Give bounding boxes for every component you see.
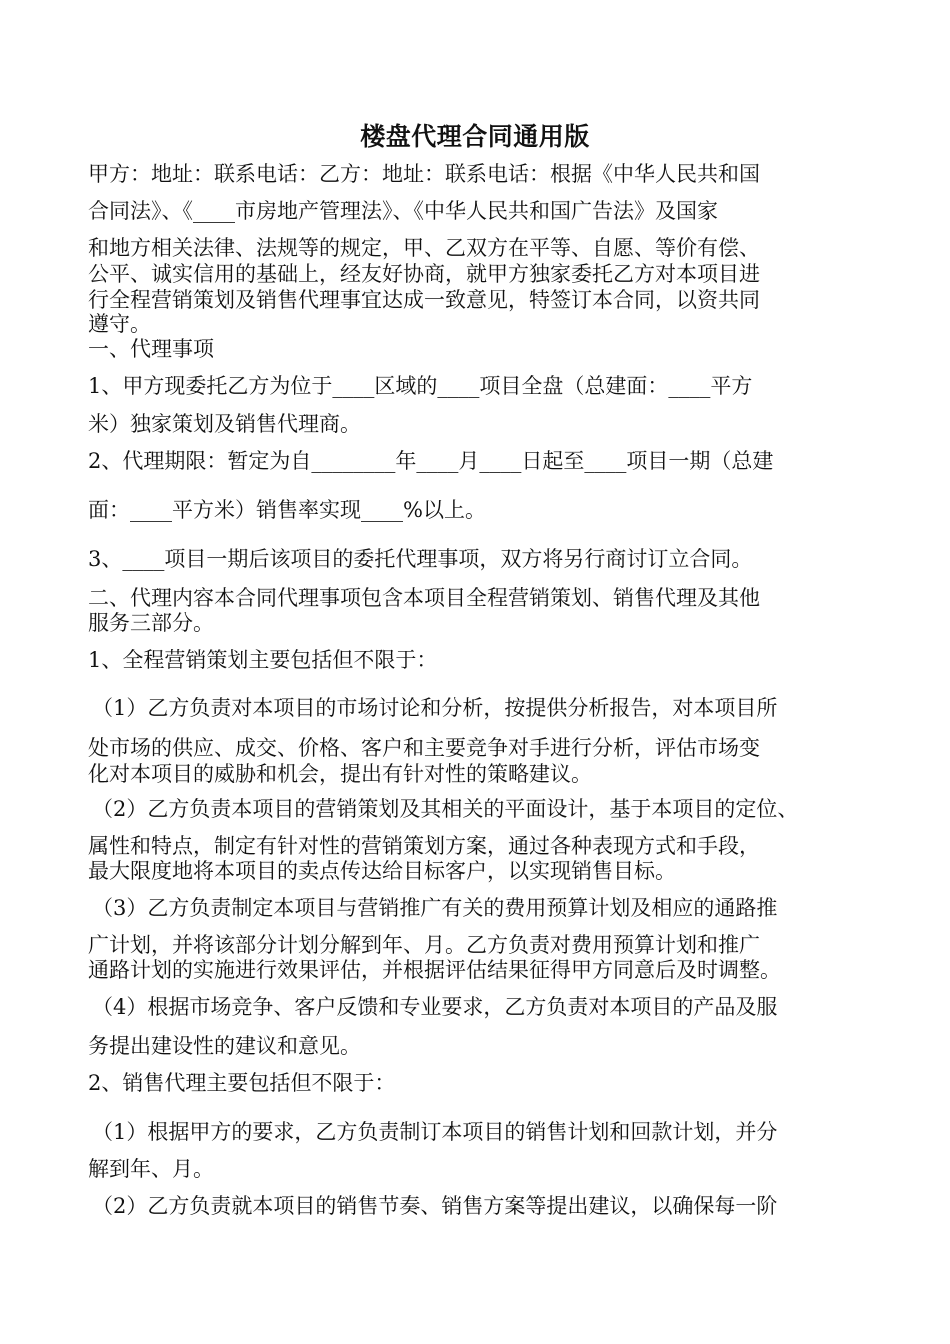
body-line: 属性和特点，制定有针对性的营销策划方案，通过各种表现方式和手段，: [88, 834, 760, 858]
body-line: （2）乙方负责本项目的营销策划及其相关的平面设计，基于本项目的定位、: [92, 797, 799, 821]
body-line: 服务三部分。: [88, 611, 214, 635]
body-line: 行全程营销策划及销售代理事宜达成一致意见，特签订本合同，以资共同: [88, 288, 760, 312]
body-line: 面：____平方米）销售率实现____%以上。: [88, 498, 486, 522]
body-line: （2）乙方负责就本项目的销售节奏、销售方案等提出建议，以确保每一阶: [92, 1194, 778, 1218]
body-line: 1、甲方现委托乙方为位于____区域的____项目全盘（总建面：____平方: [88, 374, 753, 398]
body-line: 1、全程营销策划主要包括但不限于：: [88, 648, 438, 672]
body-line: 2、代理期限：暂定为自________年____月____日起至____项目一期（总建: [88, 449, 774, 473]
body-line: 处市场的供应、成交、价格、客户和主要竞争对手进行分析，评估市场变: [88, 736, 760, 760]
body-line: 解到年、月。: [88, 1157, 214, 1181]
body-line: 和地方相关法律、法规等的规定，甲、乙双方在平等、自愿、等价有偿、: [88, 236, 760, 260]
body-line: （1）根据甲方的要求，乙方负责制订本项目的销售计划和回款计划，并分: [92, 1120, 778, 1144]
section-heading: 一、代理事项: [88, 337, 214, 361]
body-line: （4）根据市场竞争、客户反馈和专业要求，乙方负责对本项目的产品及服: [92, 995, 778, 1019]
body-line: 公平、诚实信用的基础上，经友好协商，就甲方独家委托乙方对本项目进: [88, 262, 760, 286]
body-line: 2、销售代理主要包括但不限于：: [88, 1071, 396, 1095]
body-line: 遵守。: [88, 312, 151, 336]
document-title: 楼盘代理合同通用版: [360, 122, 590, 151]
body-line: 通路计划的实施进行效果评估，并根据评估结果征得甲方同意后及时调整。: [88, 958, 781, 982]
body-line: 3、____项目一期后该项目的委托代理事项，双方将另行商讨订立合同。: [88, 547, 753, 571]
body-line: 化对本项目的威胁和机会，提出有针对性的策略建议。: [88, 762, 592, 786]
body-line: 务提出建设性的建议和意见。: [88, 1034, 361, 1058]
body-line: （1）乙方负责对本项目的市场讨论和分析，按提供分析报告，对本项目所: [92, 696, 778, 720]
body-line: 广计划，并将该部分计划分解到年、月。乙方负责对费用预算计划和推广: [88, 933, 760, 957]
body-line: 合同法》、《____市房地产管理法》、《中华人民共和国广告法》及国家: [88, 199, 718, 223]
body-line: 米）独家策划及销售代理商。: [88, 412, 361, 436]
body-line: 最大限度地将本项目的卖点传达给目标客户，以实现销售目标。: [88, 859, 676, 883]
body-line: 甲方：地址：联系电话：乙方：地址：联系电话：根据《中华人民共和国: [88, 162, 760, 186]
body-line: （3）乙方负责制定本项目与营销推广有关的费用预算计划及相应的通路推: [92, 896, 778, 920]
section-heading: 二、代理内容本合同代理事项包含本项目全程营销策划、销售代理及其他: [88, 586, 760, 610]
